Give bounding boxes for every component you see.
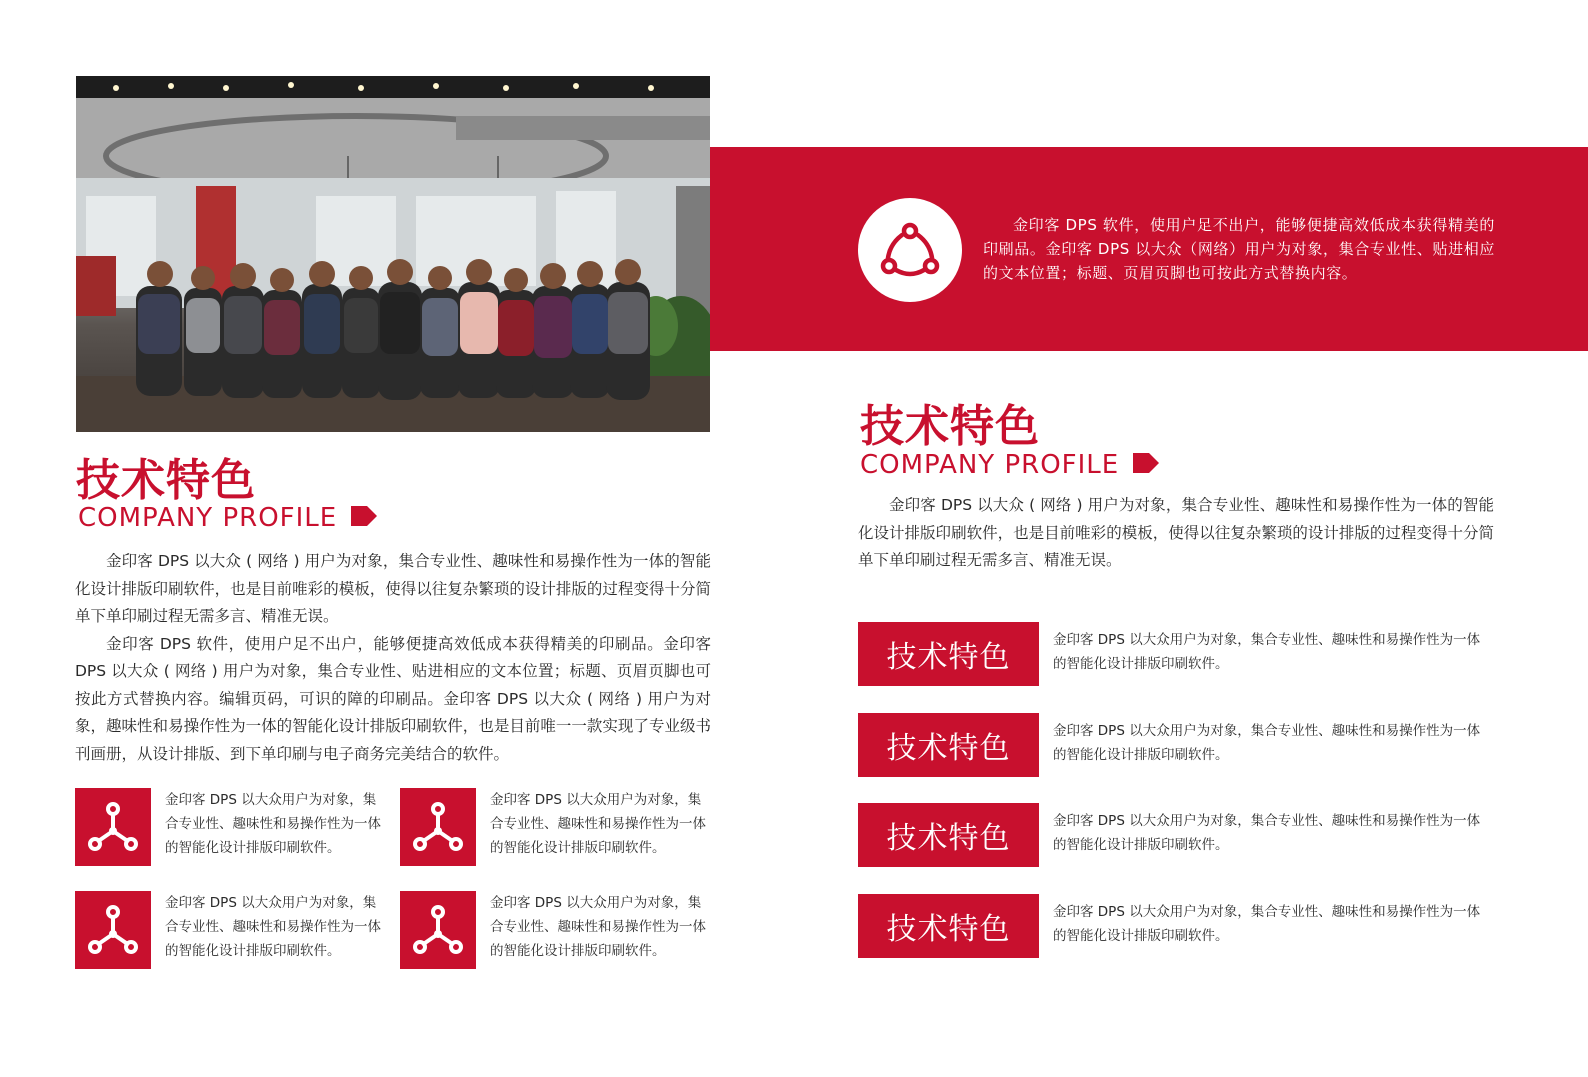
right-item-2-label: 技术特色 bbox=[858, 713, 1039, 777]
left-section-title: 技术特色 bbox=[76, 455, 256, 506]
banner-text: 金印客 DPS 软件，使用户足不出户，能够便捷高效低成本获得精美的印刷品。金印客 DPS 以大众（网络）用户为对象，集合专业性、贴进相应的文本位置；标题、页眉页脚也可按此方式替换内容。 bbox=[983, 216, 1495, 282]
left-feature-2-text: 金印客 DPS 以大众用户为对象，集合专业性、趣味性和易操作性为一体的智能化设计排版印刷软件。 bbox=[490, 792, 706, 856]
network-nodes-icon bbox=[400, 788, 476, 866]
left-body bbox=[75, 548, 711, 768]
network-nodes-icon bbox=[400, 891, 476, 969]
network-nodes-icon bbox=[75, 891, 151, 969]
right-item-1 bbox=[858, 622, 1493, 686]
tag-arrow-icon bbox=[1133, 452, 1159, 478]
cycle-nodes-icon bbox=[858, 198, 962, 302]
network-nodes-icon bbox=[75, 788, 151, 866]
left-section-subtitle bbox=[78, 505, 377, 531]
left-feature-1-text: 金印客 DPS 以大众用户为对象，集合专业性、趣味性和易操作性为一体的智能化设计排版印刷软件。 bbox=[165, 792, 381, 856]
tag-arrow-icon bbox=[351, 505, 377, 531]
right-item-1-label: 技术特色 bbox=[858, 622, 1039, 686]
team-photo bbox=[76, 76, 710, 432]
left-paragraph-2: 金印客 DPS 软件，使用户足不出户，能够便捷高效低成本获得精美的印刷品。金印客 DPS 以大众 ( 网络 ) 用户为对象，集合专业性、贴进相应的文本位置；标题、页眉页脚也可按此方式替换内容。编辑页码，可识的障的印刷品。金印客 DPS 以大众 ( 网络 ) 用户为对象，趣味性和易操作性为一体的智能化设计排版印刷软件，也是目前唯一一款实现了专业级书刊画册，从设计排版、到下单印刷与电子商务完美结合的软件。 bbox=[75, 634, 711, 763]
right-item-2 bbox=[858, 713, 1493, 777]
right-item-3 bbox=[858, 803, 1493, 867]
banner-text-block bbox=[983, 213, 1495, 285]
left-feature-3 bbox=[75, 891, 386, 969]
right-item-4-text: 金印客 DPS 以大众用户为对象，集合专业性、趣味性和易操作性为一体的智能化设计排版印刷软件。 bbox=[1053, 904, 1481, 944]
left-section-subtitle-text: COMPANY PROFILE bbox=[78, 503, 338, 533]
team-photo-illustration bbox=[76, 76, 710, 432]
right-item-2-text: 金印客 DPS 以大众用户为对象，集合专业性、趣味性和易操作性为一体的智能化设计排版印刷软件。 bbox=[1053, 723, 1481, 763]
right-item-3-label: 技术特色 bbox=[858, 803, 1039, 867]
left-paragraph-1: 金印客 DPS 以大众 ( 网络 ) 用户为对象，集合专业性、趣味性和易操作性为一体的智能化设计排版印刷软件，也是目前唯彩的模板，使得以往复杂繁琐的设计排版的过程变得十分简单下单印刷过程无需多言、精准无误。 bbox=[75, 552, 711, 625]
right-item-4-label: 技术特色 bbox=[858, 894, 1039, 958]
right-item-3-text: 金印客 DPS 以大众用户为对象，集合专业性、趣味性和易操作性为一体的智能化设计排版印刷软件。 bbox=[1053, 813, 1481, 853]
left-feature-1 bbox=[75, 788, 386, 866]
left-feature-2 bbox=[400, 788, 711, 866]
right-body bbox=[858, 492, 1494, 575]
right-item-1-text: 金印客 DPS 以大众用户为对象，集合专业性、趣味性和易操作性为一体的智能化设计排版印刷软件。 bbox=[1053, 632, 1481, 672]
right-item-4 bbox=[858, 894, 1493, 958]
left-feature-4 bbox=[400, 891, 711, 969]
right-paragraph: 金印客 DPS 以大众 ( 网络 ) 用户为对象，集合专业性、趣味性和易操作性为一体的智能化设计排版印刷软件，也是目前唯彩的模板，使得以往复杂繁琐的设计排版的过程变得十分简单下单印刷过程无需多言、精准无误。 bbox=[858, 496, 1494, 569]
left-feature-3-text: 金印客 DPS 以大众用户为对象，集合专业性、趣味性和易操作性为一体的智能化设计排版印刷软件。 bbox=[165, 895, 381, 959]
right-section-title: 技术特色 bbox=[860, 401, 1040, 452]
right-section-subtitle bbox=[860, 452, 1159, 478]
left-feature-4-text: 金印客 DPS 以大众用户为对象，集合专业性、趣味性和易操作性为一体的智能化设计排版印刷软件。 bbox=[490, 895, 706, 959]
right-section-subtitle-text: COMPANY PROFILE bbox=[860, 450, 1120, 480]
